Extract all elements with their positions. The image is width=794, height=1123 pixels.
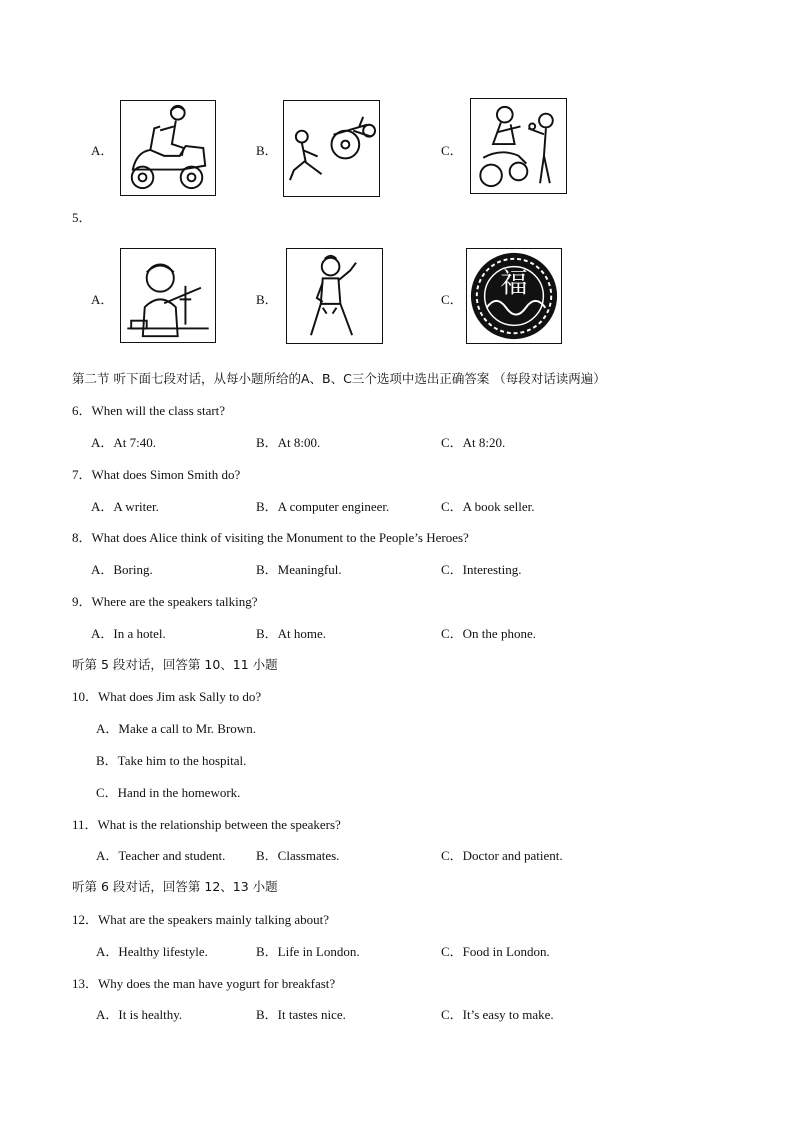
q4-option-c-label: C．	[441, 143, 463, 158]
q12-stem: 12．What are the speakers mainly talking about?	[72, 912, 330, 927]
q12-option-b[interactable]: B．Life in London.	[256, 944, 360, 959]
q11-stem: 11．What is the relationship between the speakers?	[72, 817, 341, 832]
q13-option-a[interactable]: A．It is healthy.	[96, 1007, 183, 1022]
q6-option-c[interactable]: C．At 8:20.	[441, 435, 506, 450]
group5-heading: 听第 5 段对话，回答第 10、11 小题	[72, 657, 278, 672]
q6-stem: 6．When will the class start?	[72, 403, 226, 418]
q4-option-a-label: A．	[91, 143, 114, 158]
q4-option-c-picture-people-with-motorbike[interactable]	[470, 98, 567, 194]
q5-option-b-label: B．	[256, 292, 278, 307]
q11-option-b[interactable]: B．Classmates.	[256, 848, 340, 863]
q5-number: 5．	[72, 210, 92, 225]
q11-option-c[interactable]: C．Doctor and patient.	[441, 848, 563, 863]
q11-option-a[interactable]: A．Teacher and student.	[96, 848, 226, 863]
q6-option-b[interactable]: B．At 8:00.	[256, 435, 321, 450]
q9-option-c[interactable]: C．On the phone.	[441, 626, 536, 641]
q5-option-a-label: A．	[91, 292, 114, 307]
q10-stem: 10．What does Jim ask Sally to do?	[72, 689, 262, 704]
q5-option-a-picture-boy-with-scale[interactable]	[120, 248, 216, 343]
q5-option-c-seal-glyph: 福	[500, 268, 528, 300]
q8-option-c[interactable]: C．Interesting.	[441, 562, 522, 577]
q5-option-c-picture-paper-cutting[interactable]	[466, 248, 562, 344]
q7-option-a[interactable]: A．A writer.	[91, 499, 159, 514]
q4-option-b-picture-bike-accident[interactable]	[283, 100, 380, 197]
q13-stem: 13．Why does the man have yogurt for breakfast?	[72, 976, 336, 991]
q5-option-c-label: C．	[441, 292, 463, 307]
q9-option-b[interactable]: B．At home.	[256, 626, 327, 641]
q7-stem: 7．What does Simon Smith do?	[72, 467, 241, 482]
group6-heading: 听第 6 段对话，回答第 12、13 小题	[72, 879, 278, 894]
q8-option-a[interactable]: A．Boring.	[91, 562, 153, 577]
q7-option-b[interactable]: B．A computer engineer.	[256, 499, 390, 514]
q13-option-c[interactable]: C．It’s easy to make.	[441, 1007, 554, 1022]
q10-option-a[interactable]: A．Make a call to Mr. Brown.	[96, 721, 256, 736]
q9-stem: 9．Where are the speakers talking?	[72, 594, 258, 609]
q10-option-b[interactable]: B．Take him to the hospital.	[96, 753, 247, 768]
q4-option-a-picture-scooter-rider[interactable]	[120, 100, 216, 196]
q10-option-c[interactable]: C．Hand in the homework.	[96, 785, 241, 800]
q12-option-a[interactable]: A．Healthy lifestyle.	[96, 944, 208, 959]
q5-option-b-picture-martial-arts[interactable]	[286, 248, 383, 344]
q8-stem: 8．What does Alice think of visiting the Monument to the People’s Heroes?	[72, 530, 469, 545]
q13-option-b[interactable]: B．It tastes nice.	[256, 1007, 346, 1022]
q9-option-a[interactable]: A．In a hotel.	[91, 626, 166, 641]
q7-option-c[interactable]: C．A book seller.	[441, 499, 535, 514]
q4-option-b-label: B．	[256, 143, 278, 158]
q12-option-c[interactable]: C．Food in London.	[441, 944, 550, 959]
section2-heading: 第二节 听下面七段对话，从每小题所给的A、B、C三个选项中选出正确答案 （每段对话读两遍）	[72, 371, 606, 386]
q6-option-a[interactable]: A．At 7:40.	[91, 435, 157, 450]
q8-option-b[interactable]: B．Meaningful.	[256, 562, 342, 577]
